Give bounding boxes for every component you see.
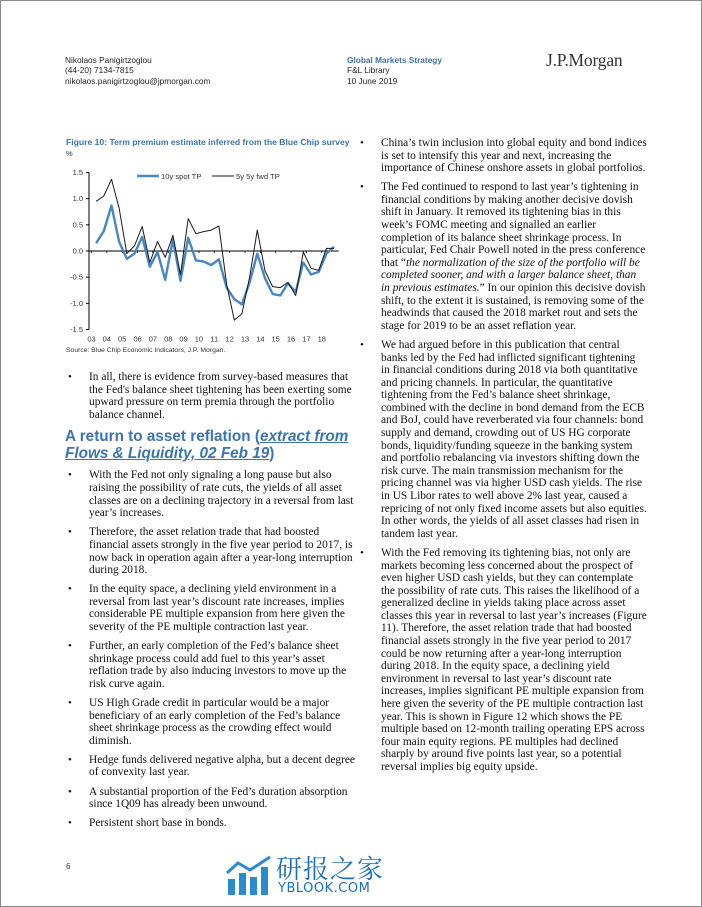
svg-text:03: 03: [87, 334, 96, 344]
watermark-cn: 研报之家: [276, 855, 385, 885]
bullet-item: • A substantial proportion of the Fed’s duration absorption since 1Q09 has already been unwound.: [65, 786, 355, 811]
bullet-item: • We had argued before in this publication that central banks led by the Fed had inflicted significant tightening in financial conditions during 2018 via both quantitative and pricing channels. In particular, the quantitative tightening from the Fed’s balance sheet shrinkage, combined with the decline in bond demand from the ECB and BoJ, could have reverberated via four channels: bond supply and demand, crowding out of US HG corporate bonds, liquidity/funding squeeze in the banking system and portfolio rebalancing via investors shifting down the risk curve. The main transmission mechanism for the pricing channel was via higher USD cash yields. The rise in US Libor rates to well above 2% last year, caused a repricing of not only fixed income assets but also equities. In other words, the yields of all asset classes had risen in tandem last year.: [357, 339, 647, 541]
bullet-item: • Persistent short base in bonds.: [65, 817, 355, 830]
svg-text:-0.5: -0.5: [70, 272, 83, 282]
right-bullet-list: [357, 137, 647, 774]
figure-source: Source: Blue Chip Economic Indicators, J.P. Morgan.: [66, 347, 226, 354]
svg-text:06: 06: [133, 334, 142, 344]
svg-text:1.5: 1.5: [72, 168, 83, 177]
publication-name: F&L Library: [347, 65, 390, 76]
bullet-item: • Hedge funds delivered negative alpha, but a decent degree of convexity last year.: [65, 754, 355, 779]
watermark-en: YBLOOK.COM: [278, 881, 371, 896]
svg-text:12: 12: [225, 334, 234, 344]
bullet-item: • In the equity space, a declining yield environment in a reversal from last year’s discount rate increases, implies considerable PE multiple expansion from here given the severity of the PE multiple contraction last year.: [65, 583, 355, 633]
svg-text:5y 5y fwd TP: 5y 5y fwd TP: [236, 172, 280, 181]
bullet-item: • The Fed continued to respond to last year’s tightening in financial conditions by making another decisive dovish shift in January. It removed its tightening bias in this week’s FOMC meeting and signalled an earlier completion of its balance sheet shrinkage process. In particular, Fed Chair Powell noted in the press conference that “the normalization of the size of the portfolio will be completed sooner, and with a larger balance sheet, than in previous estimates.” In our opinion this decisive dovish shift, to the extent it is sustained, is removing some of the headwinds that caused the 2018 market rout and sets the stage for 2019 to be an asset reflation year.: [357, 181, 647, 332]
svg-text:16: 16: [286, 334, 296, 344]
intro-bullet-list: [65, 371, 355, 421]
author-name: Nikolaos Panigirtzoglou: [65, 55, 152, 65]
bullet-item: • In all, there is evidence from survey-based measures that the Fed's balance sheet tightening has been exerting some upward pressure on term premia through the portfolio balance channel.: [65, 371, 355, 421]
svg-text:11: 11: [210, 334, 219, 344]
svg-text:17: 17: [302, 334, 311, 344]
bullet-item: • Therefore, the asset relation trade that had boosted financial assets strongly in the five year period to 2017, is now back in operation again after a year-long interruption during 2018.: [65, 526, 355, 576]
svg-text:14: 14: [256, 334, 265, 344]
chart-series: [96, 179, 334, 320]
section-bullet-list: [65, 469, 355, 829]
svg-text:-1.0: -1.0: [70, 298, 83, 308]
svg-text:09: 09: [179, 334, 188, 344]
powell-quote: the normalization of the size of the portfolio will be completed sooner, and with a larger balance sheet, than in previous estimates.: [381, 256, 640, 295]
extract-source-link[interactable]: extract from Flows & Liquidity, 02 Feb 19: [65, 427, 349, 463]
author-block: [65, 55, 210, 86]
bullet-item: • Further, an early completion of the Fed’s balance sheet shrinkage process could add fuel to this year’s asset reflation trade by also inducing investors to move up the risk curve again.: [65, 640, 355, 690]
bullet-item: • US High Grade credit in particular would be a major beneficiary of an early completion of the Fed’s balance sheet shrinkage process as the crowding effect would diminish.: [65, 697, 355, 747]
chart-legend: [137, 172, 280, 181]
svg-text:-1.5: -1.5: [70, 325, 83, 334]
bullet-item: • With the Fed removing its tightening bias, not only are markets becoming less concerned about the prospect of even higher USD cash yields, but they can contemplate the possibility of rate cuts. This raises the likelihood of a generalized decline in yields taking place across asset classes this year in reversal to last year’s increases (Figure 11). Therefore, the asset relation trade that had boosted financial assets strongly in the five year period to 2017 could be now returning after a year-long interruption during 2018. In the equity space, a declining yield environment in reversal to last year’s discount rate increases, implies significant PE multiple expansion from here given the severity of the PE multiple contraction last year. This is shown in Figure 12 which shows the PE multiple based on 12-month trailing operating EPS across four main equity regions. PE multiples had declined sharply by around five points last year, so a potential reversal implies big equity upside.: [357, 547, 647, 774]
term-premium-chart: [60, 160, 350, 360]
svg-text:0.0: 0.0: [72, 246, 83, 256]
author-email[interactable]: nikolaos.panigirtzoglou@jpmorgan.com: [65, 75, 211, 86]
bar-chart-logo-icon: [226, 855, 272, 895]
figure-unit: %: [66, 149, 73, 158]
bullet-item: • China’s twin inclusion into global equity and bond indices is set to intensify this year and next, increasing the importance of Chinese onshore assets in global portfolios.: [357, 137, 647, 175]
right-column: [357, 137, 647, 780]
svg-text:18: 18: [317, 334, 326, 344]
svg-text:1.0: 1.0: [72, 194, 83, 204]
publication-date: 10 June 2019: [347, 75, 398, 86]
svg-text:07: 07: [148, 334, 158, 344]
department: Global Markets Strategy: [347, 55, 442, 65]
jpmorgan-logo: J.P.Morgan: [546, 50, 623, 70]
section-heading: A return to asset reflation (extract from Flows & Liquidity, 02 Feb 19): [65, 427, 349, 463]
svg-text:05: 05: [118, 334, 127, 344]
svg-text:10: 10: [194, 334, 204, 344]
publication-block: [347, 55, 442, 86]
page-number: 6: [66, 862, 71, 871]
left-column: [65, 371, 355, 836]
bullet-item: • With the Fed not only signaling a long pause but also raising the possibility of rate cuts, the yields of all asset classes are on a declining trajectory in a reversal from last year’s increases.: [65, 469, 355, 519]
author-phone: (44-20) 7134-7815: [65, 65, 134, 76]
chart-axes: [70, 168, 339, 344]
svg-text:13: 13: [240, 334, 250, 344]
svg-text:04: 04: [102, 334, 112, 344]
svg-text:08: 08: [164, 334, 173, 344]
watermark: [226, 851, 386, 897]
figure-title: Figure 10: Term premium estimate inferred from the Blue Chip survey: [66, 137, 350, 147]
svg-text:0.5: 0.5: [72, 220, 83, 230]
svg-text:15: 15: [271, 334, 280, 344]
svg-text:10y spot TP: 10y spot TP: [161, 172, 202, 181]
